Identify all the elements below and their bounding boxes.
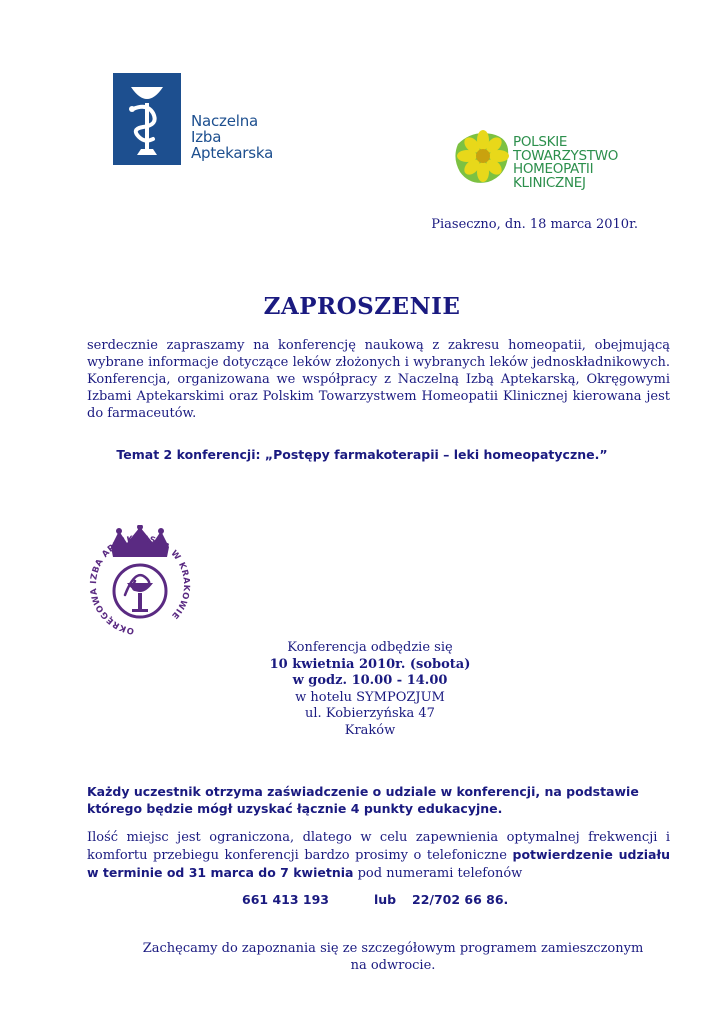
pthk-name xyxy=(513,136,618,190)
oia-ring-text: OKRĘGOWA IZBA APTEKARSKA W KRAKOWIE xyxy=(88,533,192,636)
sunflower-icon xyxy=(452,126,514,188)
nia-line-1: Naczelna xyxy=(191,112,259,130)
event-city: Kraków xyxy=(344,722,396,738)
nia-line-3: Aptekarska xyxy=(191,144,274,162)
pthk-line-3: HOMEOPATII xyxy=(513,161,594,177)
closing-line-2: na odwrocie. xyxy=(350,958,436,973)
phone-numbers xyxy=(242,892,508,907)
certificate-note: Każdy uczestnik otrzyma zaświadczenie o udziale w konferencji, na podstawie którego będzie mógł uzyskać łącznie 4 punkty edukacyjne. xyxy=(87,784,639,816)
oia-logo xyxy=(85,525,195,640)
event-date: 10 kwietnia 2010r. (sobota) xyxy=(269,656,471,672)
phone-separator: lub xyxy=(374,892,397,907)
nia-logo xyxy=(113,73,278,168)
event-time: w godz. 10.00 - 14.00 xyxy=(292,673,448,688)
intro-paragraph: serdecznie zapraszamy na konferencję naukową z zakresu homeopatii, obejmującą wybrane informacje dotyczące leków złożonych i wybranych leków jednoskładnikowych. Konferencja, organizowana we współpracy z Naczelną Izbą Aptekarską, Okręgowymi Izbami Aptekarskimi oraz Polskim Towarzystwem Homeopatii Klinicznej kierowana jest do farmaceutów. xyxy=(87,338,670,421)
closing-note xyxy=(0,940,724,974)
pthk-logo xyxy=(452,126,642,196)
conference-topic: Temat 2 konferencji: „Postępy farmakoterapii – leki homeopatyczne.” xyxy=(116,447,608,462)
event-street: ul. Kobierzyńska 47 xyxy=(305,706,435,721)
registration-note xyxy=(87,829,670,882)
pthk-line-2: TOWARZYSTWO xyxy=(513,147,619,164)
event-details xyxy=(0,640,724,739)
phone-number-2: 22/702 66 86. xyxy=(412,892,509,907)
closing-line-1: Zachęcamy do zapoznania się ze szczegółowym programem zamieszczonym xyxy=(142,941,644,956)
nia-name xyxy=(191,113,273,161)
pthk-line-1: POLSKIE xyxy=(513,134,568,150)
letter-title: ZAPROSZENIE xyxy=(263,293,461,320)
event-venue: w hotelu SYMPOZJUM xyxy=(295,689,445,705)
phone-number-1: 661 413 193 xyxy=(242,892,329,907)
oia-emblem-icon xyxy=(85,525,195,640)
pthk-line-4: KLINICZNEJ xyxy=(513,174,586,191)
nia-line-2: Izba xyxy=(191,128,222,146)
registration-text-2: pod numerami telefonów xyxy=(353,866,523,881)
registration-deadline: potwierdzenie udziału w terminie od 31 marca do 7 kwietnia xyxy=(87,847,670,880)
date-line: Piaseczno, dn. 18 marca 2010r. xyxy=(431,217,638,232)
event-intro: Konferencja odbędzie się xyxy=(287,640,453,655)
registration-text-1: Ilość miejsc jest ograniczona, dlatego w celu zapewnienia optymalnej frekwencji i komfortu przebiegu konferencji bardzo prosimy o telefoniczne xyxy=(87,830,670,863)
nia-emblem-icon xyxy=(113,73,181,165)
